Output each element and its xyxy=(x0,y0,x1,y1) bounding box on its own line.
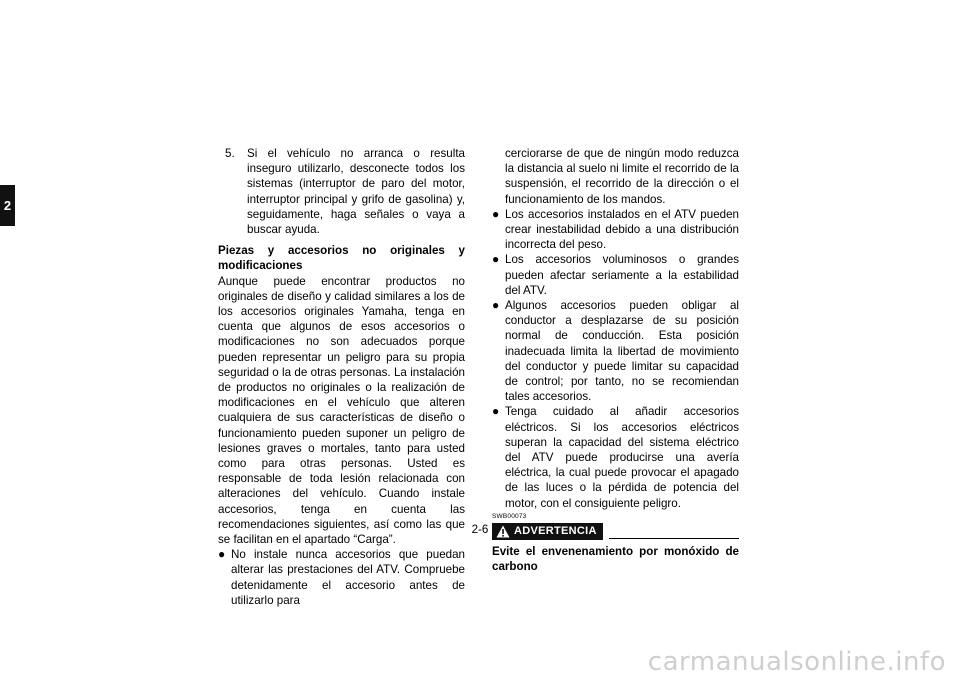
watermark: carmanualsonline.info xyxy=(647,646,946,677)
bullet-item xyxy=(492,404,739,510)
right-column xyxy=(492,146,739,574)
bullet-text: Los accesorios voluminosos o grandes pueden afectar seriamente a la estabilidad del ATV. xyxy=(505,253,739,297)
reference-code: SWB00073 xyxy=(492,512,527,520)
bullet-item xyxy=(492,207,739,253)
warning-header xyxy=(492,522,739,541)
bullet-text: No instale nunca accesorios que puedan alterar las prestaciones del ATV. Compruebe detenidamente el accesorio antes de utilizarlo para xyxy=(231,548,465,607)
warning-badge xyxy=(492,523,603,540)
body-paragraph: Aunque puede encontrar productos no originales de diseño y calidad similares a los de los accesorios originales Yamaha, tenga en cuenta que algunos de esos accesorios o modificaciones no son adecuados porque pueden representar un peligro para su propia seguridad o la de otras personas. La instalación de productos no originales o la realización de modificaciones en el vehículo que alteren cualquiera de sus características de diseño o funcionamiento pueden suponer un peligro de lesiones graves o mortales, tanto para usted como para otras personas. Usted es responsable de toda lesión relacionada con alteraciones del vehículo. Cuando instale accesorios, tenga en cuenta las recomendaciones siguientes, así como las que se facilitan en el apartado “Carga”. xyxy=(218,274,465,547)
chapter-tab: 2 xyxy=(0,185,15,226)
warning-title: Evite el envenenamiento por monóxido de carbono xyxy=(492,544,739,574)
left-column xyxy=(218,146,465,608)
item-number: 5. xyxy=(225,147,235,160)
bullet-dot-icon: ● xyxy=(492,252,500,267)
bullet-continuation: cerciorarse de que de ningún modo reduzca la distancia al suelo ni limite el recorrido de la suspensión, el recorrido de la dirección o el funcionamiento de los mandos. xyxy=(505,147,739,206)
bullet-dot-icon: ● xyxy=(492,298,500,313)
numbered-item-5 xyxy=(218,146,465,237)
warning-divider xyxy=(609,538,739,539)
bullet-dot-icon: ● xyxy=(492,206,500,221)
bullet-text: Los accesorios instalados en el ATV pueden crear inestabilidad debido a una distribución incorrecta del peso. xyxy=(505,207,739,252)
section-heading: Piezas y accesorios no originales y modificaciones xyxy=(218,244,465,273)
bullet-item xyxy=(218,547,465,608)
item-text: Si el vehículo no arranca o resulta inseguro utilizarlo, desconecte todos los sistemas (interruptor de paro del motor, interruptor principal y grifo de gasolina) y, seguidamente, haga señales o vaya a buscar ayuda. xyxy=(247,147,465,237)
bullet-text: Algunos accesorios pueden obligar al conductor a desplazarse de su posición normal de conducción. Esta posición inadecuada limita la libertad de movimiento del conductor y puede limitar su capacidad de control; por tanto, no se recomiendan tales accesorios. xyxy=(505,299,739,404)
bullet-text: Tenga cuidado al añadir accesorios eléctricos. Si los accesorios eléctricos superan la capacidad del sistema eléctrico del ATV puede producirse una avería eléctrica, la cual puede provocar el apagado de las luces o la pérdida de potencia del motor, con el consiguiente peligro. xyxy=(505,405,739,510)
bullet-item xyxy=(492,298,739,404)
page-number: 2-6 xyxy=(471,523,489,536)
bullet-dot-icon: ● xyxy=(492,404,500,419)
warning-label: ADVERTENCIA xyxy=(514,524,597,537)
bullet-item xyxy=(492,252,739,298)
bullet-dot-icon: ● xyxy=(218,547,226,562)
